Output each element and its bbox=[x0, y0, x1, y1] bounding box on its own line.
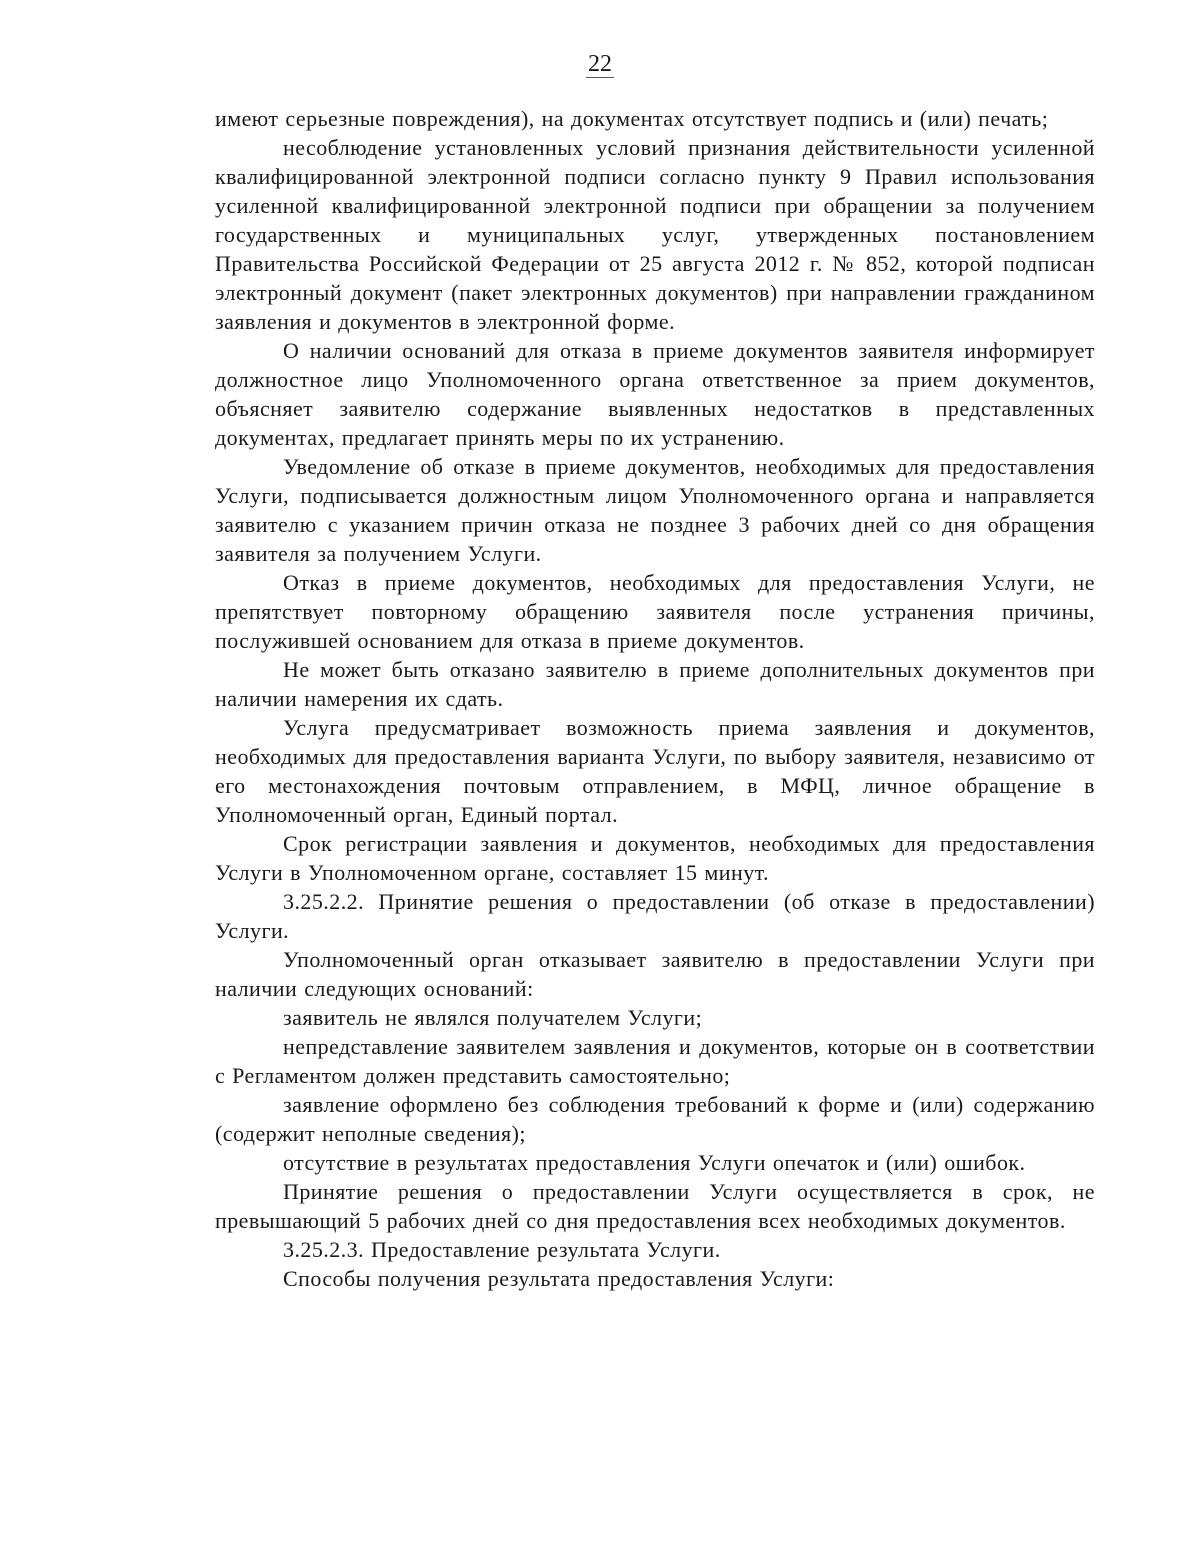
paragraph: Принятие решения о предоставлении Услуги осуществляется в срок, не превышающий 5 рабочих дней со дня предоставления всех необходимых документов. bbox=[215, 1179, 1095, 1233]
paragraph: О наличии оснований для отказа в приеме документов заявителя информирует должностное лицо Уполномоченного органа ответственное за прием документов, объясняет заявителю содержание выявленных недостатков в представленных документах, предлагает принять меры по их устранению. bbox=[215, 338, 1095, 450]
section-heading: 3.25.2.2. Принятие решения о предоставлении (об отказе в предоставлении) Услуги. bbox=[215, 889, 1095, 943]
list-item: непредставление заявителем заявления и документов, которые он в соответствии с Регламентом должен представить самостоятельно; bbox=[215, 1034, 1095, 1088]
paragraph: Отказ в приеме документов, необходимых для предоставления Услуги, не препятствует повторному обращению заявителя после устранения причины, послужившей основанием для отказа в приеме документов. bbox=[215, 570, 1095, 653]
list-item: заявитель не являлся получателем Услуги; bbox=[283, 1005, 703, 1030]
document-body bbox=[215, 104, 1095, 1293]
paragraph-continuation: имеют серьезные повреждения), на документах отсутствует подпись и (или) печать; bbox=[215, 106, 1049, 131]
list-item: заявление оформлено без соблюдения требований к форме и (или) содержанию (содержит неполные сведения); bbox=[215, 1092, 1095, 1146]
list-item: отсутствие в результатах предоставления Услуги опечаток и (или) ошибок. bbox=[283, 1150, 1026, 1175]
paragraph: несоблюдение установленных условий признания действительности усиленной квалифицированной электронной подписи согласно пункту 9 Правил использования усиленной квалифицированной электронной подписи при обращении за получением государственных и муниципальных услуг, утвержденных постановлением Правительства Российской Федерации от 25 августа 2012 г. № 852, которой подписан электронный документ (пакет электронных документов) при направлении гражданином заявления и документов в электронной форме. bbox=[215, 135, 1095, 334]
page-number-text: 22 bbox=[588, 51, 612, 77]
paragraph: Срок регистрации заявления и документов, необходимых для предоставления Услуги в Уполномоченном органе, составляет 15 минут. bbox=[215, 831, 1095, 885]
page-number bbox=[0, 50, 1200, 78]
paragraph: Способы получения результата предоставления Услуги: bbox=[283, 1266, 835, 1291]
paragraph: Услуга предусматривает возможность приема заявления и документов, необходимых для предоставления варианта Услуги, по выбору заявителя, независимо от его местонахождения почтовым отправлением, в МФЦ, личное обращение в Уполномоченный орган, Единый портал. bbox=[215, 715, 1095, 827]
paragraph: Уполномоченный орган отказывает заявителю в предоставлении Услуги при наличии следующих оснований: bbox=[215, 947, 1095, 1001]
paragraph: Не может быть отказано заявителю в приеме дополнительных документов при наличии намерения их сдать. bbox=[215, 657, 1095, 711]
section-heading: 3.25.2.3. Предоставление результата Услуги. bbox=[283, 1237, 721, 1262]
paragraph: Уведомление об отказе в приеме документов, необходимых для предоставления Услуги, подписывается должностным лицом Уполномоченного органа и направляется заявителю с указанием причин отказа не позднее 3 рабочих дней со дня обращения заявителя за получением Услуги. bbox=[215, 454, 1095, 566]
